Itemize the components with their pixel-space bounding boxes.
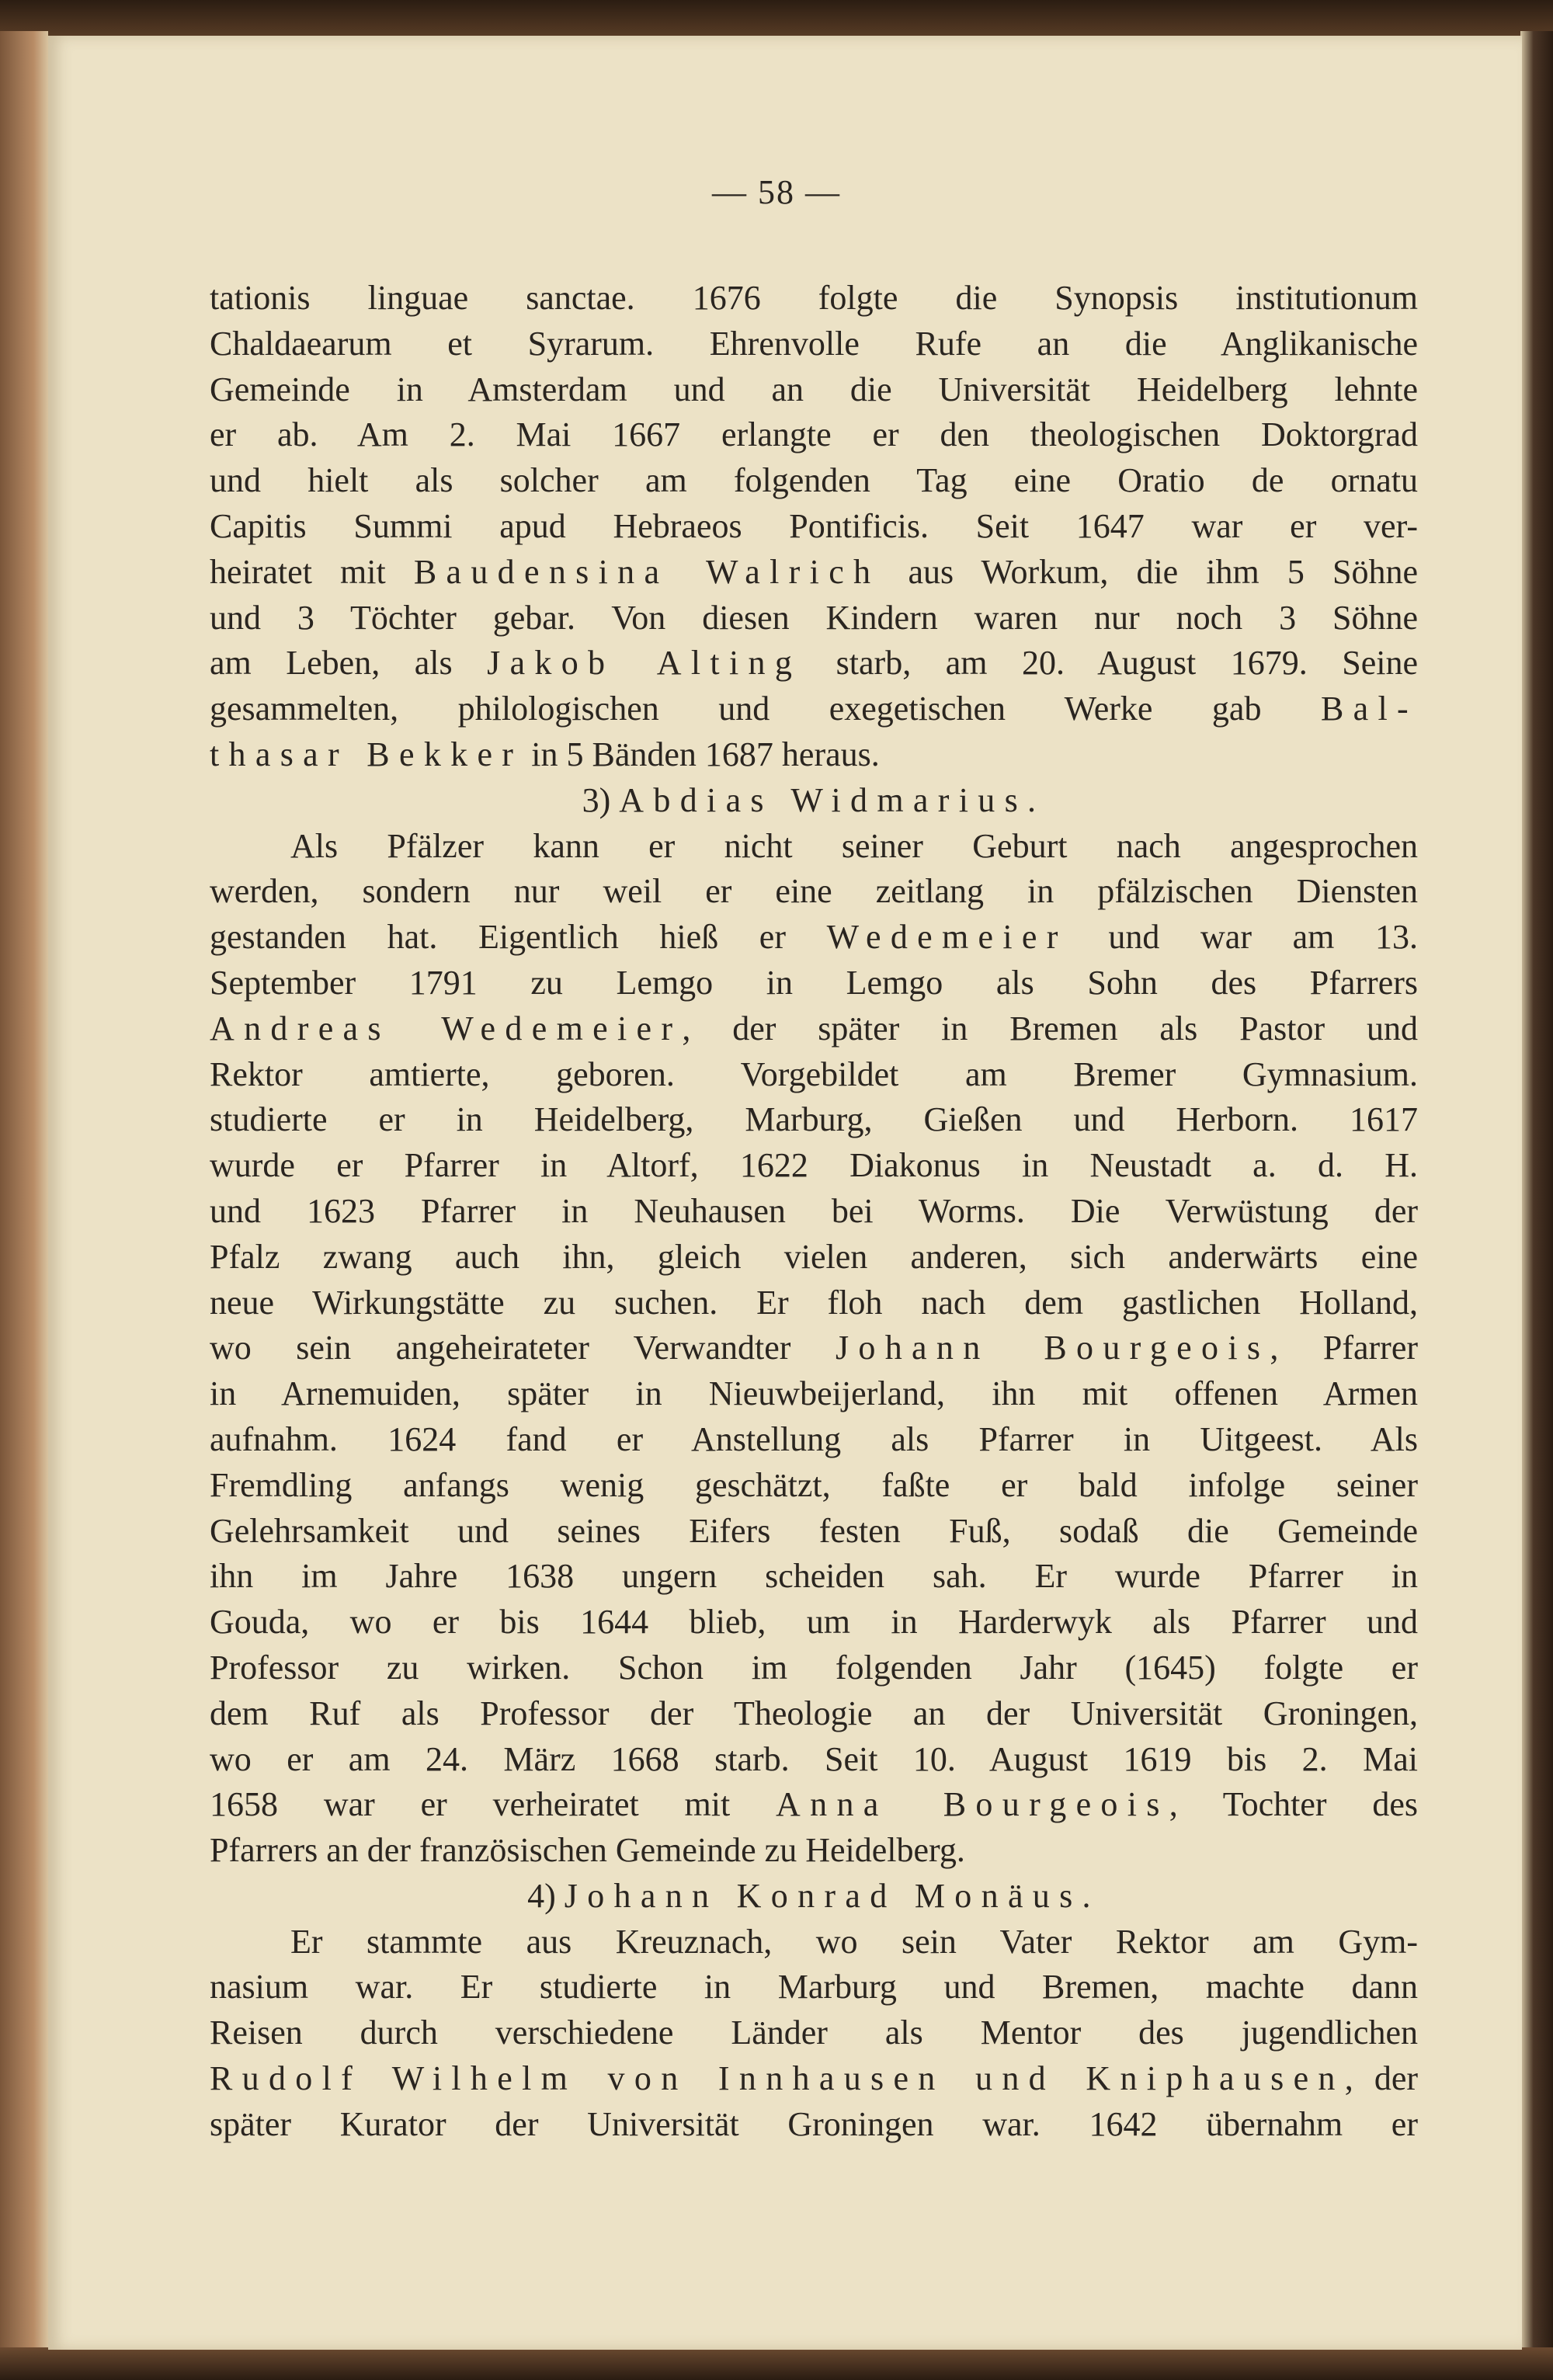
text-segment: werden, sondern nur weil er eine zeitlang in pfälzischen Diensten [210,872,1418,911]
text-line [210,1280,1418,1326]
spaced-name: Baudensina Walrich [413,552,881,591]
text-segment: er ab. Am 2. Mai 1667 erlangte er den theologischen Doktorgrad [210,415,1418,454]
text-segment: nasium war. Er studierte in Marburg und Bremen, machte dann [210,1968,1418,2006]
spaced-name: Wedemeier [826,918,1068,957]
text-line [210,1326,1418,1371]
text-segment: dem Ruf als Professor der Theologie an der Universität Groningen, [210,1694,1418,1732]
spaced-name: Abdias Widmarius. [619,780,1046,819]
text-line [210,961,1418,1006]
text-line [210,550,1418,596]
text-segment: , Tochter des [1169,1785,1418,1824]
text-segment: Gouda, wo er bis 1644 blieb, um in Harderwyk als Pfarrer und [210,1603,1418,1642]
text-segment: Reisen durch verschiedene Länder als Mentor des jugendlichen [210,2013,1418,2052]
text-segment: und war am 13. [1067,918,1418,957]
text-line [210,2010,1418,2056]
text-segment: und hielt als solcher am folgenden Tag eine Oratio de ornatu [210,461,1418,500]
text-segment: starb, am 20. August 1679. Seine [801,644,1418,683]
text-line [210,1371,1418,1417]
text-line [210,1143,1418,1189]
text-line [210,1920,1418,1965]
text-segment: gesammelten, philologischen und exegetischen Werke gab [210,690,1321,728]
text-segment: Pfarrers an der französischen Gemeinde zu Heidelberg. [210,1831,965,1870]
spaced-name: Jakob Alting [487,644,802,683]
text-segment: Fremdling anfangs wenig geschätzt, faßte er bald infolge seiner [210,1465,1418,1504]
text-line [210,1097,1418,1143]
text-line [210,1782,1418,1828]
text-line [210,321,1418,367]
spaced-name: Johann Konrad Monäus. [564,1876,1100,1915]
text-line [210,1828,1418,1874]
spaced-name: thasar Bekker [210,735,523,773]
text-segment: , der [1344,2059,1418,2098]
text-line [210,1235,1418,1280]
text-line [210,2056,1418,2102]
text-segment: , Pfarrer [1270,1329,1418,1367]
text-segment: studierte er in Heidelberg, Marburg, Gießen und Herborn. 1617 [210,1100,1418,1139]
text-line [210,412,1418,458]
text-segment: 4) [527,1876,565,1915]
spaced-name: Bal- [1320,690,1418,728]
text-segment: aufnahm. 1624 fand er Anstellung als Pfarrer in Uitgeest. Als [210,1419,1418,1458]
text-segment: ihn im Jahre 1638 ungern scheiden sah. Er wurde Pfarrer in [210,1557,1418,1596]
text-segment: am Leben, als [210,644,488,683]
text-segment: Gelehrsamkeit und seines Eifers festen Fuß, sodaß die Gemeinde [210,1511,1418,1550]
text-line [210,1645,1418,1691]
text-segment: tationis linguae sanctae. 1676 folgte die Synopsis institutionum [210,279,1418,317]
text-segment: wo er am 24. März 1668 starb. Seit 10. August 1619 bis 2. Mai [210,1739,1418,1778]
text-line [210,686,1418,732]
section-heading [210,778,1418,824]
book-top-edge [0,0,1553,39]
text-line [210,641,1418,686]
text-line [210,1052,1418,1098]
text-line [210,1600,1418,1645]
text-segment: heiratet mit [210,552,414,591]
text-line [210,1691,1418,1737]
text-line [210,504,1418,550]
text-segment: Professor zu wirken. Schon im folgenden Jahr (1645) folgte er [210,1648,1418,1687]
text-segment: in Arnemuiden, später in Nieuwbeijerland, ihn mit offenen Armen [210,1374,1418,1413]
text-segment: , der später in Bremen als Pastor und [682,1009,1418,1048]
text-segment: wurde er Pfarrer in Altorf, 1622 Diakonus in Neustadt a. d. H. [210,1146,1418,1185]
body-text [210,276,1418,2148]
text-segment: Rektor amtierte, geboren. Vorgebildet am Bremer Gymnasium. [210,1054,1418,1093]
text-line [210,1965,1418,2010]
spaced-name: Johann Bourgeois [835,1329,1270,1367]
text-segment: in 5 Bänden 1687 heraus. [523,735,880,773]
text-line [210,732,1418,778]
spaced-name: Rudolf Wilhelm von Innhausen und Kniphausen [210,2059,1345,2098]
text-segment: aus Workum, die ihm 5 Söhne [880,552,1418,591]
text-segment: Er stammte aus Kreuznach, wo sein Vater Rektor am Gym- [290,1922,1418,1961]
text-line [210,915,1418,961]
text-line [210,869,1418,915]
text-line [210,1737,1418,1783]
text-segment: und 3 Töchter gebar. Von diesen Kindern waren nur noch 3 Söhne [210,598,1418,637]
text-line [210,458,1418,504]
text-segment: später Kurator der Universität Groningen war. 1642 übernahm er [210,2104,1418,2143]
text-line [210,1463,1418,1509]
text-segment: Als Pfälzer kann er nicht seiner Geburt nach angesprochen [290,826,1418,865]
text-line [210,824,1418,870]
text-line [210,596,1418,641]
text-line [210,1417,1418,1463]
text-line [210,276,1418,321]
text-segment: Gemeinde in Amsterdam und an die Universität Heidelberg lehnte [210,370,1418,408]
spaced-name: Andreas Wedemeier [210,1009,683,1048]
text-segment: Pfalz zwang auch ihn, gleich vielen anderen, sich anderwärts eine [210,1237,1418,1276]
section-heading [210,1874,1418,1920]
text-line [210,1006,1418,1052]
book-left-edge [0,31,48,2353]
text-line [210,1189,1418,1235]
text-line [210,1554,1418,1600]
text-segment: Chaldaearum et Syrarum. Ehrenvolle Rufe an die Anglikanische [210,324,1418,363]
text-segment: gestanden hat. Eigentlich hieß er [210,918,827,957]
text-segment: wo sein angeheirateter Verwandter [210,1329,836,1367]
book-right-edge [1520,31,1553,2353]
text-segment: September 1791 zu Lemgo in Lemgo als Sohn des Pfarrers [210,963,1418,1002]
spaced-name: Anna Bourgeois [776,1785,1169,1824]
text-line [210,367,1418,413]
text-line [210,2102,1418,2148]
text-segment: neue Wirkungstätte zu suchen. Er floh nach dem gastlichen Holland, [210,1283,1418,1322]
text-segment: 3) [582,780,620,819]
text-segment: Capitis Summi apud Hebraeos Pontificis. Seit 1647 war er ver- [210,506,1418,545]
text-line [210,1509,1418,1555]
book-bottom-edge [0,2347,1553,2380]
page-number: — 58 — [712,173,841,211]
text-segment: 1658 war er verheiratet mit [210,1785,776,1824]
text-segment: und 1623 Pfarrer in Neuhausen bei Worms. Die Verwüstung der [210,1191,1418,1230]
